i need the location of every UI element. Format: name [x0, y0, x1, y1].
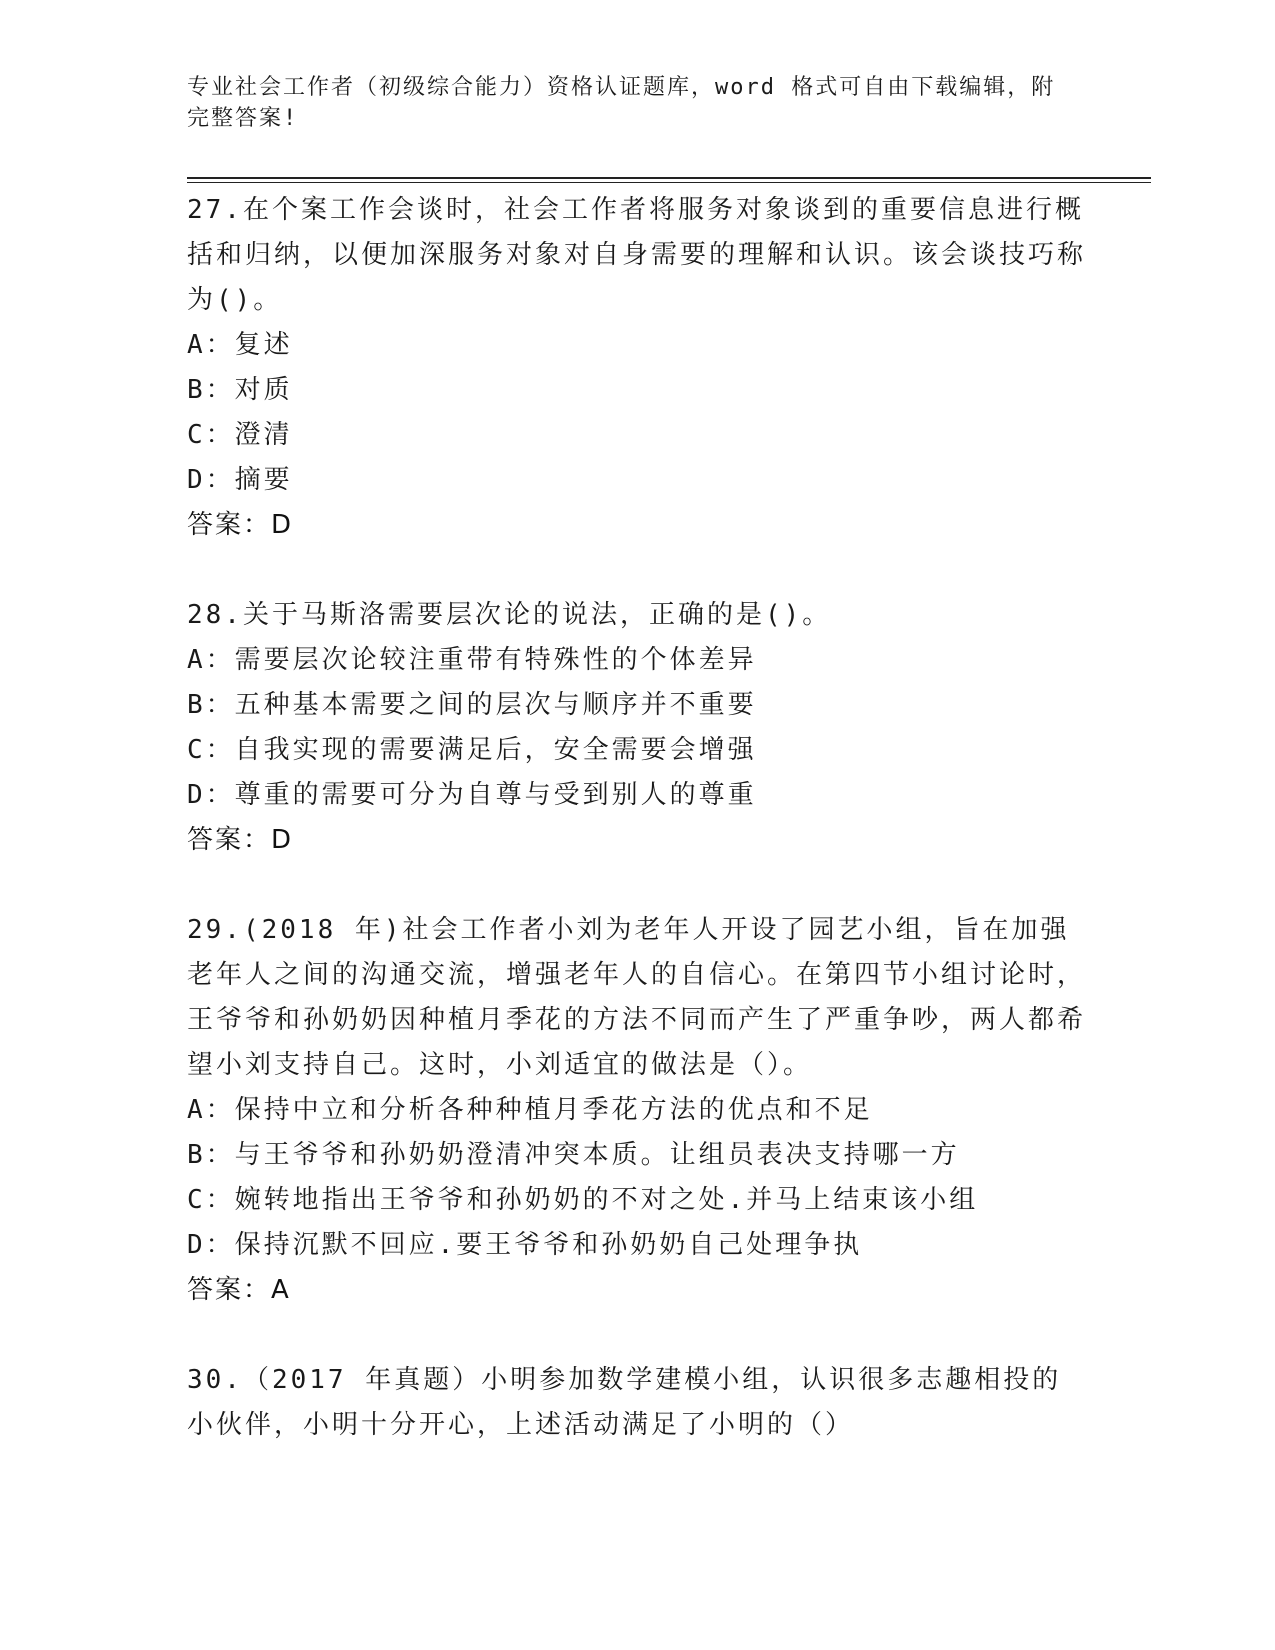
- header-divider-thick: [187, 177, 1151, 179]
- question-30: [187, 1358, 1087, 1448]
- question-text: 29.(2018 年)社会工作者小刘为老年人开设了园艺小组，旨在加强老年人之间的沟通交流，增强老年人的自信心。在第四节小组讨论时，王爷爷和孙奶奶因种植月季花的方法不同而产生了严重争吵，两人都希望小刘支持自己。这时，小刘适宜的做法是（）。: [187, 915, 1087, 1080]
- option-b: B：五种基本需要之间的层次与顺序并不重要: [187, 690, 757, 720]
- option-c: C：自我实现的需要满足后，安全需要会增强: [187, 735, 757, 765]
- option-a: A：复述: [187, 330, 293, 360]
- option-c: C：婉转地指出王爷爷和孙奶奶的不对之处.并马上结束该小组: [187, 1185, 979, 1215]
- question-text: 28.关于马斯洛需要层次论的说法，正确的是()。: [187, 600, 832, 630]
- answer: 答案：D: [187, 510, 294, 540]
- option-d: D：摘要: [187, 465, 293, 495]
- question-spacer: [187, 863, 1087, 908]
- question-27: [187, 188, 1087, 548]
- question-list: [187, 188, 1087, 1448]
- answer: 答案：A: [187, 1275, 291, 1305]
- option-b: B：与王爷爷和孙奶奶澄清冲突本质。让组员表决支持哪一方: [187, 1140, 960, 1170]
- question-spacer: [187, 548, 1087, 593]
- question-29: [187, 908, 1087, 1313]
- option-a: A：需要层次论较注重带有特殊性的个体差异: [187, 645, 757, 675]
- option-d: D：尊重的需要可分为自尊与受到别人的尊重: [187, 780, 757, 810]
- question-28: [187, 593, 1087, 863]
- option-b: B：对质: [187, 375, 293, 405]
- answer: 答案：D: [187, 825, 294, 855]
- page-header: 专业社会工作者（初级综合能力）资格认证题库，word 格式可自由下载编辑，附完整答案!: [187, 75, 1056, 131]
- question-text: 30.（2017 年真题）小明参加数学建模小组，认识很多志趣相投的小伙伴，小明十分开心，上述活动满足了小明的（）: [187, 1365, 1062, 1440]
- option-d: D：保持沉默不回应.要王爷爷和孙奶奶自己处理争执: [187, 1230, 863, 1260]
- option-c: C：澄清: [187, 420, 293, 450]
- header-divider-thin: [187, 182, 1151, 183]
- question-spacer: [187, 1313, 1087, 1358]
- question-text: 27.在个案工作会谈时，社会工作者将服务对象谈到的重要信息进行概括和归纳，以便加深服务对象对自身需要的理解和认识。该会谈技巧称为()。: [187, 195, 1087, 315]
- option-a: A：保持中立和分析各种种植月季花方法的优点和不足: [187, 1095, 873, 1125]
